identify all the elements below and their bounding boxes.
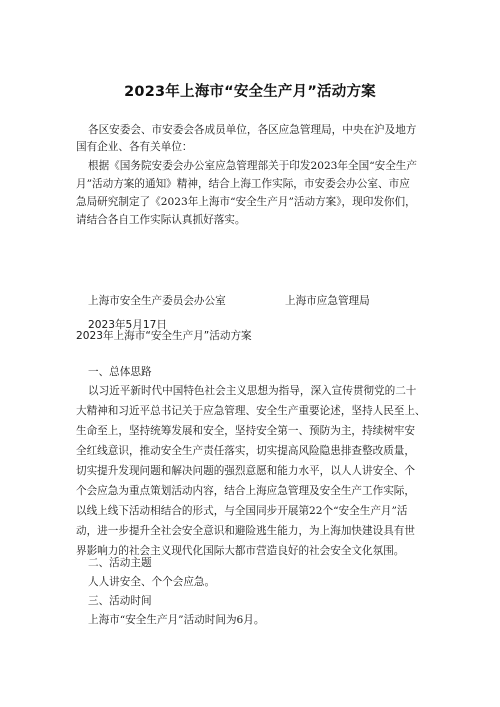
section-1-line: 以线上线下活动相结合的形式，与全国同步开展第22个“安全生产月”活 [76,505,408,517]
section-1-line: 动，进一步提升全社会安全意识和避险逃生能力，为上海加快建设具有世 [76,525,415,537]
notice-body-line: 请结合各自工作实际认真抓好落实。 [76,214,246,226]
signature-org-1: 上海市安全生产委员会办公室 [88,295,226,307]
section-1-line: 界影响力的社会主义现代化国际大都市营造良好的社会安全文化氛围。 [76,545,405,557]
section-1-line: 大精神和习近平总书记关于应急管理、安全生产重要论述，坚持人民至上、 [76,405,426,417]
section-1-line: 个会应急为重点策划活动内容，结合上海应急管理及安全生产工作实际， [76,485,415,497]
section-1-line: 生命至上，坚持统筹发展和安全，坚持安全第一、预防为主，持续树牢安 [76,425,415,437]
section-1-title: 一、总体思路 [88,366,152,378]
section-3-title: 三、活动时间 [88,595,152,607]
signature-date: 2023年5月17日 [88,319,167,331]
document-title: 2023年上海市“安全生产月”活动方案 [124,84,376,100]
section-2-text: 人人讲安全、个个会应急。 [88,576,216,588]
notice-body-line: 急局研究制定了《2023年上海市“安全生产月”活动方案》，现印发你们， [76,196,416,208]
notice-body-line: 根据《国务院安委会办公室应急管理部关于印发2023年全国“安全生产 [88,160,417,172]
section-2-title: 二、活动主题 [88,557,152,569]
plan-heading: 2023年上海市“安全生产月”活动方案 [76,330,252,342]
section-3-text: 上海市“安全生产月”活动时间为6月。 [88,614,265,626]
signature-org-2: 上海市应急管理局 [285,295,370,307]
section-1-line: 全红线意识，推动安全生产责任落实，切实提高风险隐患排查整改质量， [76,445,415,457]
section-1-line: 切实提升发现问题和解决问题的强烈意愿和能力水平，以人人讲安全、个 [76,465,415,477]
notice-body-line: 月”活动方案的通知》精神，结合上海工作实际，市安委会办公室、市应 [76,178,410,190]
notice-addressee-cont: 国有企业、各有关单位： [76,141,193,153]
notice-addressee: 各区安委会、市安委会各成员单位，各区应急管理局，中央在沪及地方 [88,124,417,136]
section-1-line: 以习近平新时代中国特色社会主义思想为指导，深入宣传贯彻党的二十 [88,385,417,397]
